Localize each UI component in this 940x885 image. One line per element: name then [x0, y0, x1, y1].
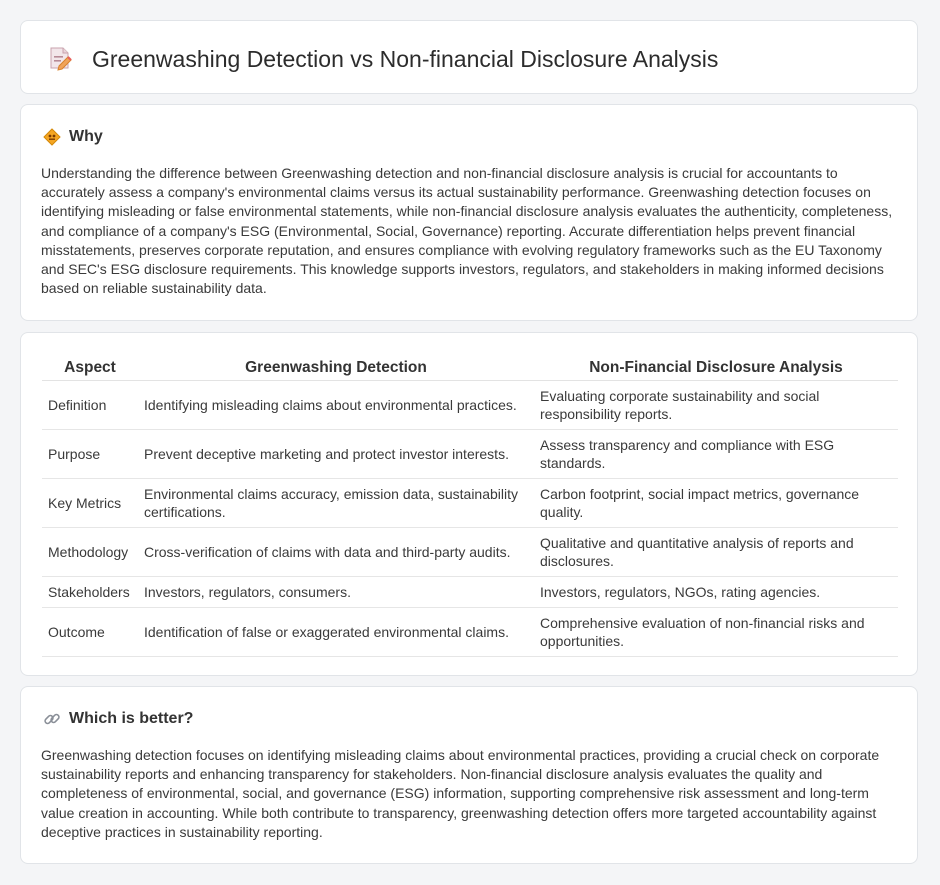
table-header-row [42, 353, 898, 381]
cell-greenwashing: Identification of false or exaggerated environmental claims. [138, 608, 534, 657]
table-row [42, 381, 898, 430]
cell-greenwashing: Identifying misleading claims about environmental practices. [138, 381, 534, 430]
comparison-table [42, 353, 898, 657]
header-aspect: Aspect [42, 353, 138, 381]
why-section [20, 104, 918, 321]
page-title: Greenwashing Detection vs Non-financial Disclosure Analysis [92, 46, 719, 72]
cell-disclosure: Evaluating corporate sustainability and social responsibility reports. [534, 381, 898, 430]
title-card [20, 20, 918, 94]
header-greenwashing-detection: Greenwashing Detection [138, 353, 534, 381]
table-row [42, 430, 898, 479]
header-non-financial-disclosure-analysis: Non-Financial Disclosure Analysis [534, 353, 898, 381]
why-heading: Why [69, 128, 103, 145]
which-is-better-heading: Which is better? [69, 710, 194, 727]
which-is-better-section [20, 686, 918, 864]
table-row [42, 577, 898, 608]
table-row [42, 528, 898, 577]
cell-aspect: Purpose [42, 430, 138, 479]
cell-greenwashing: Cross-verification of claims with data and third-party audits. [138, 528, 534, 577]
cell-disclosure: Qualitative and quantitative analysis of reports and disclosures. [534, 528, 898, 577]
cell-aspect: Key Metrics [42, 479, 138, 528]
cell-disclosure: Comprehensive evaluation of non-financial risks and opportunities. [534, 608, 898, 657]
cell-aspect: Definition [42, 381, 138, 430]
table-row [42, 479, 898, 528]
cell-aspect: Outcome [42, 608, 138, 657]
link-icon [43, 710, 61, 728]
comparison-card [20, 332, 918, 676]
cell-greenwashing: Prevent deceptive marketing and protect investor interests. [138, 430, 534, 479]
cell-disclosure: Carbon footprint, social impact metrics, governance quality. [534, 479, 898, 528]
cell-disclosure: Assess transparency and compliance with ESG standards. [534, 430, 898, 479]
cell-disclosure: Investors, regulators, NGOs, rating agencies. [534, 577, 898, 608]
cell-greenwashing: Environmental claims accuracy, emission data, sustainability certifications. [138, 479, 534, 528]
table-row [42, 608, 898, 657]
cell-aspect: Methodology [42, 528, 138, 577]
which-is-better-text: Greenwashing detection focuses on identifying misleading claims about environmental practices, providing a crucial check on corporate sustainability reports and enhancing transparency for stakeholders. Non-financial disclosure analysis evaluates the quality and completeness of environmental, social, and governance (ESG) information, supporting comprehensive risk assessment and long-term value creation in accounting. While both contribute to transparency, greenwashing detection offers more targeted accountability against deceptive practices in sustainability reporting. [41, 747, 880, 840]
diamond-sign-icon [43, 128, 61, 146]
why-text: Understanding the difference between Greenwashing detection and non-financial disclosure analysis is crucial for accountants to accurately assess a company's environmental claims versus its actual sustainability performance. Greenwashing detection focuses on identifying misleading or false environmental statements, while non-financial disclosure analysis evaluates the authenticity, completeness, and compliance of a company's ESG (Environmental, Social, Governance) reporting. Accurate differentiation helps prevent financial misstatements, preserves corporate reputation, and ensures compliance with evolving regulatory frameworks such as the EU Taxonomy and SEC's ESG disclosure requirements. This knowledge supports investors, regulators, and stakeholders in making informed decisions based on reliable sustainability data. [41, 165, 893, 297]
cell-greenwashing: Investors, regulators, consumers. [138, 577, 534, 608]
document-edit-icon [47, 45, 73, 71]
cell-aspect: Stakeholders [42, 577, 138, 608]
